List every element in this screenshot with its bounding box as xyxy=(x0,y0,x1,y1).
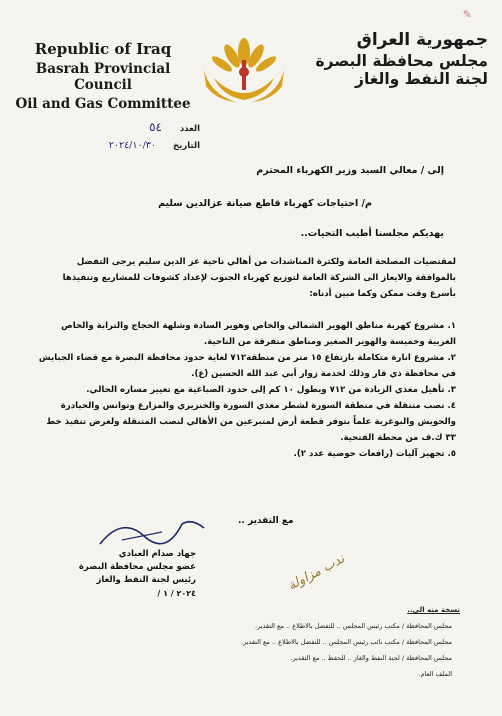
request-item: ١. مشروع كهربة مناطق الهوير الشمالي والخاص وهوير السادة وشلهة الحجاج والترابة والخاص الغربية وخميسة والهوير الصغير ومناطق متفرقة من الناحية. xyxy=(61,321,456,347)
request-list xyxy=(34,318,456,462)
number-value: ٥٤ xyxy=(149,120,162,134)
handwritten-annotation xyxy=(250,540,360,610)
signature-block xyxy=(36,548,196,600)
header-ar-council: مجلس محافظة البصرة xyxy=(315,52,488,70)
signatory-name: جهاد صدام العبادي xyxy=(118,549,196,559)
corner-mark: ✎ xyxy=(462,8,472,21)
number-label: العدد xyxy=(179,124,200,134)
copies-to xyxy=(40,602,460,682)
copies-line: الملف العام. xyxy=(418,670,452,678)
copies-line: مجلس المحافظة / مكتب رئيس المجلس .. للتفضل بالاطلاع .. مع التقدير. xyxy=(255,622,452,630)
document-meta xyxy=(40,122,200,156)
number-row xyxy=(40,122,200,139)
signature-date: ٢٠٢٤ / ١ / xyxy=(157,589,196,598)
header-en-committee: Oil and Gas Committee xyxy=(15,96,191,112)
header-english xyxy=(8,40,198,112)
request-item: ٢. مشروع انارة متكاملة بارتفاع ١٥ متر من منطقة٧١٢ لغاية حدود محافظة البصرة مع قضاء الجبايش في محافظة ذي قار وذلك لخدمة زوار أبي عبد الله الحسين (ع). xyxy=(38,353,456,379)
greeting: يهديكم مجلسنا أطيب التحيات.. xyxy=(300,228,444,239)
copies-line: مجلس المحافظة / لجنة النفط والغاز .. للحفظ .. مع التقدير. xyxy=(290,654,452,662)
copies-line: مجلس المحافظة / مكتب نائب رئيس المجلس .. للتفضل بالاطلاع .. مع التقدير. xyxy=(241,638,452,646)
header-arabic xyxy=(298,30,488,88)
header-ar-committee: لجنة النفط والغاز xyxy=(355,70,488,88)
signatory-title: عضو مجلس محافظة البصرة xyxy=(78,562,196,572)
date-row xyxy=(40,139,200,156)
addressee: إلى / معالي السيد وزير الكهرباء المحترم xyxy=(256,165,444,176)
date-label: التاريخ xyxy=(173,141,200,151)
copies-heading: نسخة منه الى.. xyxy=(407,606,460,614)
intro-paragraph: لمقتضيات المصلحة العامة ولكثرة المناشدات من أهالي ناحية عز الدين سليم يرجى التفضل بالموافقة والايعاز الى الشركة العامة لتوزيع كهرباء الجنوب لإعداد كشوفات للمشاريع وتنفيذها بأسرع وقت ممكن وكما مبين أدناه: xyxy=(62,257,456,299)
request-item: ٣. تأهيل مغذي الزيادة من ٧١٢ وبطول ١٠ كم إلى حدود الصباغية مع تغيير مساره الحالي. xyxy=(86,385,456,395)
closing-line: مع التقدير .. xyxy=(238,516,294,526)
subject-line: م/ احتياجات كهرباء قاطع صيانة عزالدين سليم xyxy=(158,198,372,209)
signatory-committee: رئيس لجنة النفط والغاز xyxy=(96,575,196,585)
header-en-country: Republic of Iraq xyxy=(34,40,172,58)
header-ar-country: جمهورية العراق xyxy=(356,30,488,50)
request-item: ٤. نصب متنقلة في منطقة السورة لشطر مغذي السورة والخنزيري والمزارع وتوانس والحيادرة والحويش والبوغربة علماً بتوفر قطعة أرض لمتبرعين من الأهالي لنصب المتنقلة ولغرض تنفيذ خط ٣٣ ك.ف من محطة الفتحية. xyxy=(46,401,456,443)
date-value: ٢٠٢٤/١٠/٣٠ xyxy=(108,140,156,151)
handwritten-text: ندب مزاولة xyxy=(285,551,348,594)
header-en-council: Basrah Provincial Council xyxy=(35,61,171,93)
request-item: ٥. تجهيز آليات (رافعات حوضية عدد ٢). xyxy=(293,449,456,459)
council-logo xyxy=(196,30,292,110)
